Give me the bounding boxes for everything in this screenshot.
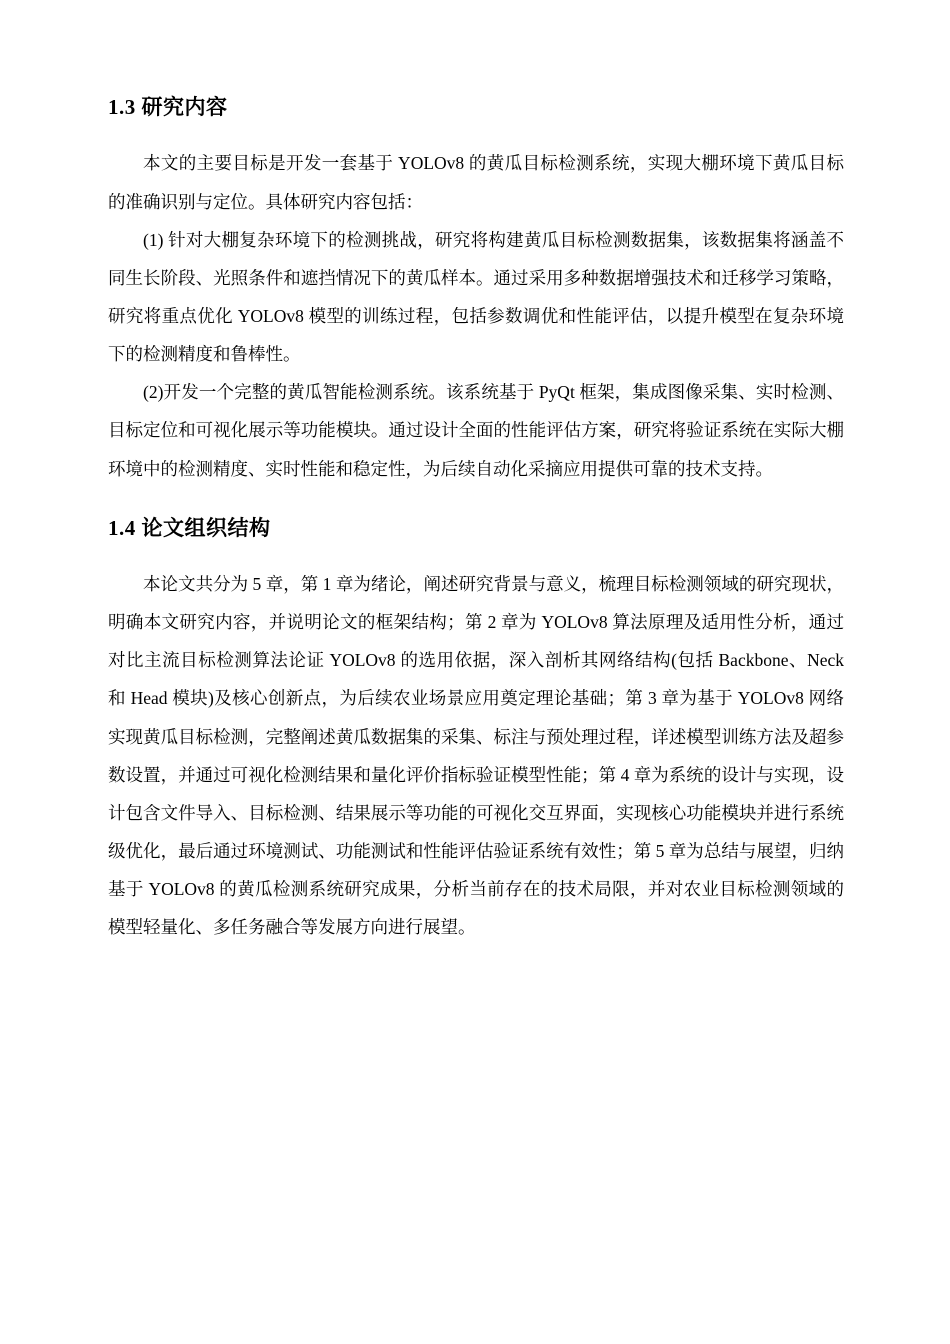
paragraph: (1) 针对大棚复杂环境下的检测挑战，研究将构建黄瓜目标检测数据集，该数据集将涵盖不同生长阶段、光照条件和遮挡情况下的黄瓜样本。通过采用多种数据增强技术和迁移学习策略，研究将重点优化 YOLOv8 模型的训练过程，包括参数调优和性能评估，以提升模型在复杂环境下的检测精度和鲁棒性。: [108, 229, 844, 365]
paragraph: (2)开发一个完整的黄瓜智能检测系统。该系统基于 PyQt 框架，集成图像采集、实时检测、目标定位和可视化展示等功能模块。通过设计全面的性能评估方案，研究将验证系统在实际大棚环境中的检测精度、实时性能和稳定性，为后续自动化采摘应用提供可靠的技术支持。: [108, 382, 844, 479]
section-thesis-structure: [108, 514, 844, 947]
section-heading-1-4: 1.4 论文组织结构: [108, 515, 271, 540]
paragraph: 本文的主要目标是开发一套基于 YOLOv8 的黄瓜目标检测系统，实现大棚环境下黄瓜目标的准确识别与定位。具体研究内容包括：: [108, 153, 844, 212]
section-research-content: [108, 93, 844, 488]
section-heading-1-3: 1.3 研究内容: [108, 95, 228, 119]
paragraph: 本论文共分为 5 章，第 1 章为绪论，阐述研究背景与意义，梳理目标检测领域的研究现状，明确本文研究内容，并说明论文的框架结构；第 2 章为 YOLOv8 算法原理及适用性分析，通过对比主流目标检测算法论证 YOLOv8 的选用依据，深入剖析其网络结构(包括 Backbone、Neck 和 Head 模块)及核心创新点，为后续农业场景应用奠定理论基础；第 3 章为基于 YOLOv8 网络实现黄瓜目标检测，完整阐述黄瓜数据集的采集、标注与预处理过程，详述模型训练方法及超参数设置，并通过可视化检测结果和量化评价指标验证模型性能；第 4 章为系统的设计与实现，设计包含文件导入、目标检测、结果展示等功能的可视化交互界面，实现核心功能模块并进行系统级优化，最后通过环境测试、功能测试和性能评估验证系统有效性；第 5 章为总结与展望，归纳基于 YOLOv8 的黄瓜检测系统研究成果，分析当前存在的技术局限，并对农业目标检测领域的模型轻量化、多任务融合等发展方向进行展望。: [108, 574, 844, 938]
